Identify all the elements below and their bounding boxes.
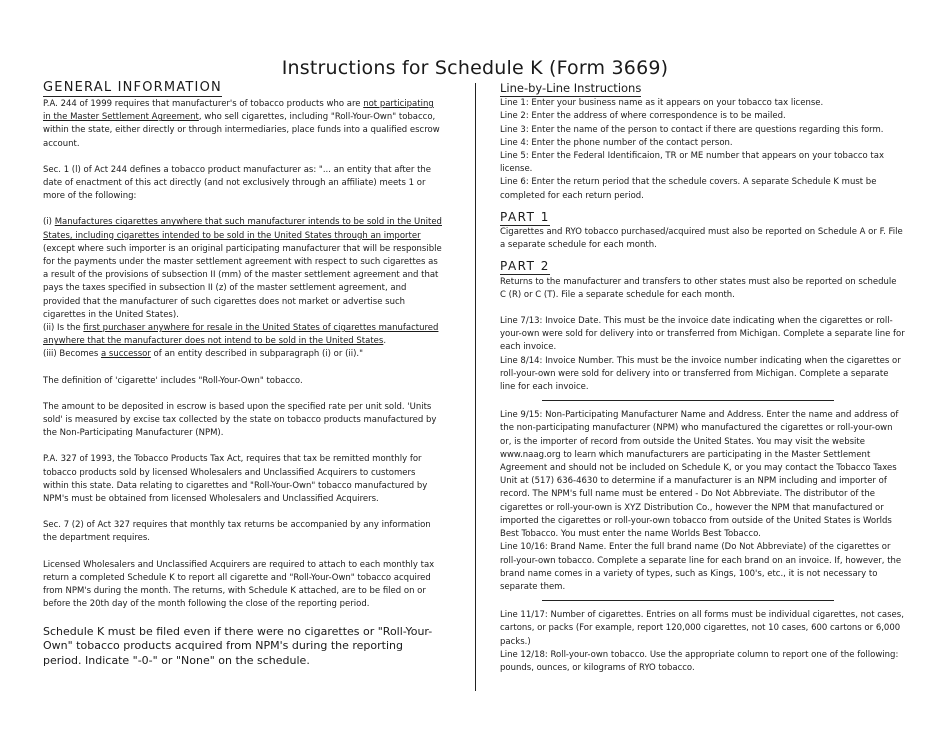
line-11-17: Line 11/17: Number of cigarettes. Entries on all forms must be individual cigarettes, not cases, cartons, or packs (For example, report 120,000 cigarettes, not 10 cases, 600 cartons or 6,000 packs.)	[500, 610, 904, 647]
line-1: Line 1: Enter your business name as it appears on your tobacco tax license.	[500, 98, 824, 109]
line-6: Line 6: Enter the return period that the schedule covers. A separate Schedule K must be completed for each return period.	[500, 177, 877, 201]
line-10-16: Line 10/16: Brand Name. Enter the full brand name (Do Not Abbreviate) of the cigarettes or roll-your-own tobacco. Complete a separate line for each brand on an invoice. If, however, the brand name comes in a variety of types, such as Kings, 100's, etc., it is not necessary to separate them.	[500, 542, 902, 592]
part-1-text: Cigarettes and RYO tobacco purchased/acquired must also be reported on Schedule A or F. File a separate schedule for each month.	[500, 227, 903, 251]
definition-paragraph: Sec. 1 (l) of Act 244 defines a tobacco product manufacturer as: "... an entity that after the date of enactment of this act directly (and not exclusively through an affiliate) meets 1 or more of the following:	[43, 164, 432, 202]
line-7-13: Line 7/13: Invoice Date. This must be the invoice date indicating when the cigarettes or roll-your-own were sold for delivery into or transferred from Michigan. Complete a separate line for each invoice.	[500, 316, 905, 353]
wholesalers-paragraph: Licensed Wholesalers and Unclassified Acquirers are required to attach to each monthly tax return a completed Schedule K to report all cigarette and "Roll-Your-Own" tobacco acquired from NPM's during the month. The returns, with Schedule K attached, are to be filed on or before the 20th day of the month following the close of the reporting period.	[43, 559, 435, 610]
line-4: Line 4: Enter the phone number of the contact person.	[500, 137, 733, 148]
cigarette-definition-paragraph: The definition of 'cigarette' includes "Roll-Your-Own" tobacco.	[43, 375, 303, 386]
general-information-column	[43, 80, 443, 668]
part-2-text: Returns to the manufacturer and transfers to other states must also be reported on schedule C (R) or C (T). File a separate schedule for each month.	[500, 276, 897, 300]
escrow-paragraph: P.A. 244 of 1999 requires that manufacturer's of tobacco products who are not participating in the Master Settlement Agreement, who sell cigarettes, including "Roll-Your-Own" tobacco, within the state, either directly or through intermediaries, place funds into a qualified escrow account.	[43, 99, 440, 149]
line-5: Line 5: Enter the Federal Identificaion, TR or ME number that appears on your tobacco tax license.	[500, 151, 884, 175]
sec7-paragraph: Sec. 7 (2) of Act 327 requires that monthly tax returns be accompanied by any information the department requires.	[43, 520, 431, 544]
clause-iii: (iii) Becomes a successor of an entity described in subparagraph (i) or (ii)."	[43, 349, 364, 360]
page-title: Instructions for Schedule K (Form 3669)	[281, 57, 669, 79]
line-2: Line 2: Enter the address of where correspondence is to be mailed.	[500, 111, 786, 122]
line-instructions-column	[500, 80, 905, 675]
separator-rule	[542, 400, 834, 401]
part-2-heading: PART 2	[500, 259, 550, 274]
escrow-amount-paragraph: The amount to be deposited in escrow is based upon the specified rate per unit sold. 'Units sold' is measured by excise tax collected by the state on tobacco products manufactured by the Non-Participating Manufacturer (NPM).	[43, 401, 437, 439]
part-1-heading: PART 1	[500, 209, 550, 224]
line-8-14: Line 8/14: Invoice Number. This must be the invoice number indicating when the cigarettes or roll-your-own were sold for delivery into or transferred from Michigan. Complete a separate line for each invoice.	[500, 355, 901, 393]
separator-rule	[542, 600, 834, 601]
general-information-heading: GENERAL INFORMATION	[43, 80, 222, 95]
line-9-15: Line 9/15: Non-Participating Manufacturer Name and Address. Enter the name and address of the non-participating manufacturer (NPM) who manufactured the cigarettes or roll-your-own or, is the importer of record from outside the United States. You may visit the website www.naag.org to learn which manufacturers are participating in the Master Settlement Agreement and should not be included on Schedule K, or you may contact the Tobacco Taxes Unit at (517) 636-4630 to determine if a manufacturer is an NPM including and importer of record. The NPM's full name must be entered - Do Not Abbreviate. The distributor of the cigarettes or roll-your-own is XYZ Distribution Co., however the NPM that manufactured or imported the cigarettes or roll-your-own tobacco from outside of the United States is Worlds Best Tobacco. You must enter the name Worlds Best Tobacco.	[500, 410, 899, 540]
line-by-line-heading: Line-by-Line Instructions	[500, 81, 642, 95]
line-12-18: Line 12/18: Roll-your-own tobacco. Use the appropriate column to report one of the following: pounds, ounces, or kilograms of RYO tobacco.	[500, 649, 899, 673]
filing-requirement-paragraph: Schedule K must be filed even if there were no cigarettes or "Roll-Your-Own" tobacco products acquired from NPM's during the reporting period. Indicate "-0-" or "None" on the schedule.	[43, 624, 433, 667]
line-3: Line 3: Enter the name of the person to contact if there are questions regarding this form.	[500, 124, 884, 135]
clause-i: (i) Manufactures cigarettes anywhere that such manufacturer intends to be sold in the United States, including cigarettes intended to be sold in the United States through an importer (except where such importer is an original participating manufacturer that will be responsible for the payments under the master settlement agreement with respect to such cigarettes as a result of the provisions of subsection II (mm) of the master settlement agreement and that pays the taxes specified in subsection II (z) of the master settlement agreement, and provided that the manufacturer of such cigarettes does not market or advertise such cigarettes in the United States).	[43, 217, 442, 320]
tax-act-paragraph: P.A. 327 of 1993, the Tobacco Products Tax Act, requires that tax be remitted monthly for tobacco products sold by licensed Wholesalers and Unclassified Acquirers to customers within this state. Data relating to cigarettes and "Roll-Your-Own" tobacco manufactured by NPM's must be obtained from licensed Wholesalers and Unclassified Acquirers.	[43, 454, 428, 505]
column-divider	[475, 83, 476, 691]
clause-ii: (ii) Is the first purchaser anywhere for resale in the United States of cigarettes manufactured anywhere that the manufacturer does not intend to be sold in the United States.	[43, 323, 439, 347]
